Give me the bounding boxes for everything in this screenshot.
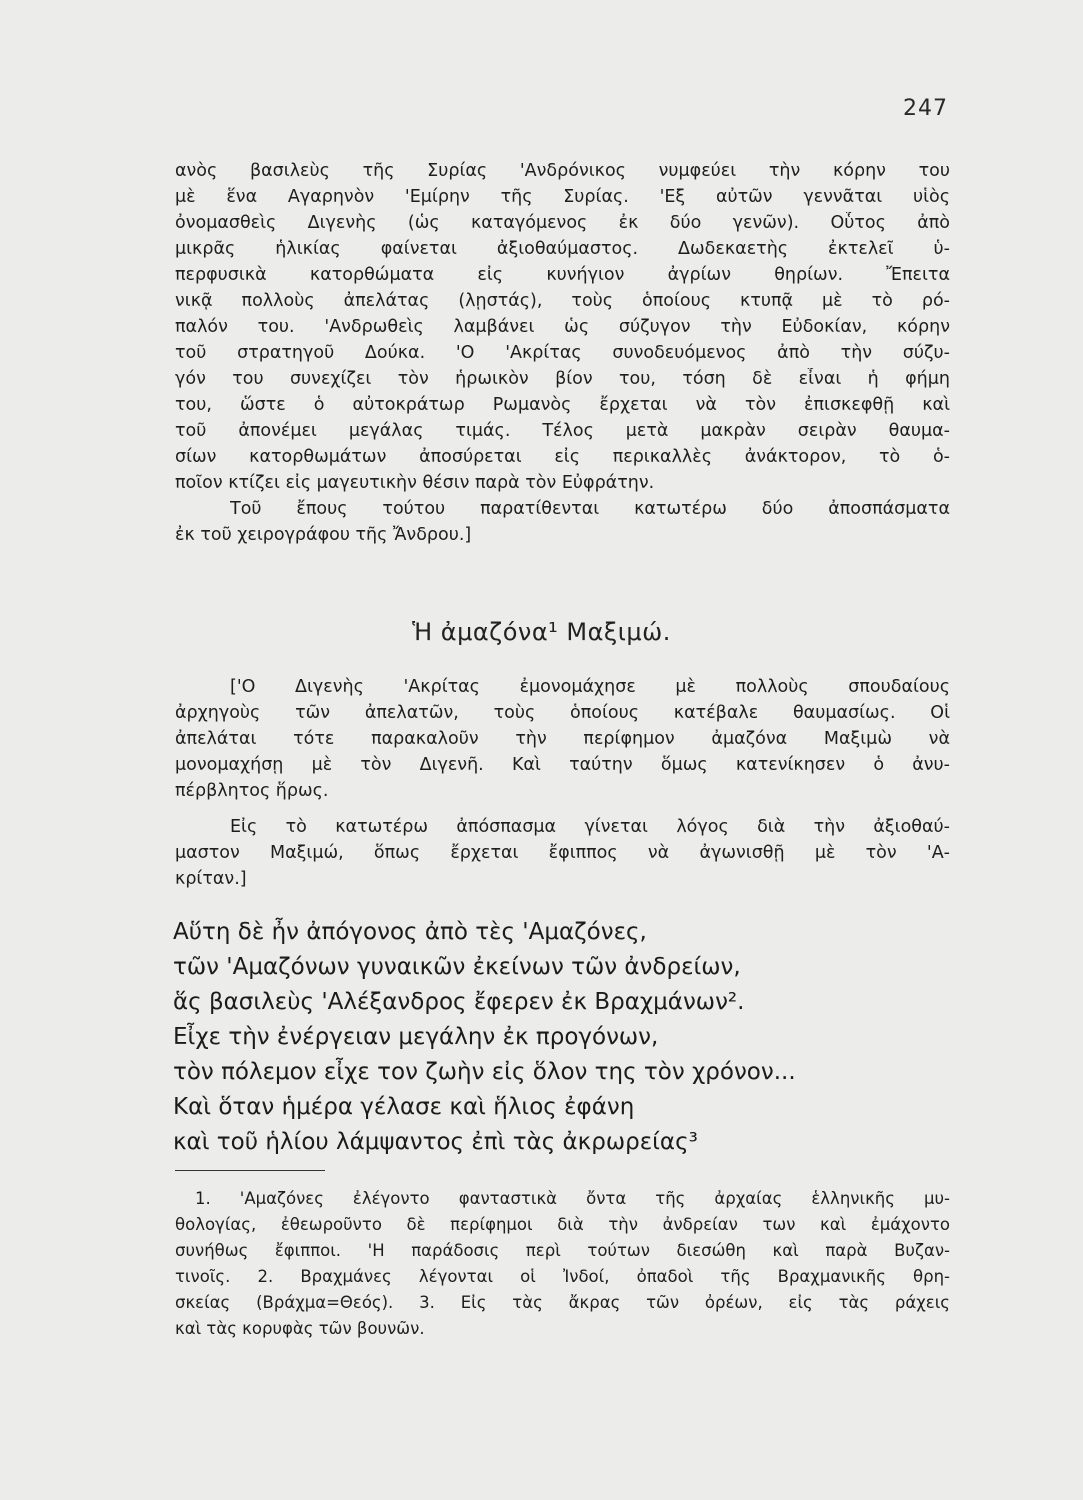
footnote-line: τινοῖς. 2. Βραχμάνες λέγονται οἱ Ἰνδοί, ὀπαδοὶ τῆς Βραχμανικῆς θρη- [175, 1267, 950, 1286]
text-line: ὀνομασθεὶς Διγενὴς (ὡς καταγόμενος ἐκ δύο γενῶν). Οὗτος ἀπὸ [175, 213, 950, 233]
poem-line: Εἶχε τὴν ἐνέργειαν μεγάλην ἐκ προγόνων, [173, 1024, 659, 1050]
text-line: νικᾷ πολλοὺς ἀπελάτας (λῃστάς), τοὺς ὁποίους κτυπᾷ μὲ τὸ ρό- [175, 291, 950, 311]
poem-line: ἅς βασιλεὺς 'Αλέξανδρος ἔφερεν ἐκ Βραχμάνων². [173, 989, 745, 1015]
text-line: τοῦ ἀπονέμει μεγάλας τιμάς. Τέλος μετὰ μακρὰν σειρὰν θαυμα- [175, 421, 950, 441]
poem-line: Αὕτη δὲ ἦν ἀπόγονος ἀπὸ τὲς 'Αμαζόνες, [173, 919, 647, 945]
footnote-line: συνήθως ἔφιπποι. 'Η παράδοσις περὶ τούτων διεσώθη καὶ παρὰ Βυζαν- [175, 1241, 950, 1260]
poem-line: Καὶ ὅταν ἡμέρα γέλασε καὶ ἥλιος ἐφάνη [173, 1094, 635, 1120]
text-line: ποῖον κτίζει εἰς μαγευτικὴν θέσιν παρὰ τὸν Εὐφράτην. [175, 473, 655, 493]
text-line: του, ὥστε ὁ αὐτοκράτωρ Ρωμανὸς ἔρχεται νὰ τὸν ἐπισκεφθῇ καὶ [175, 395, 950, 415]
text-line: πέρβλητος ἥρως. [175, 781, 329, 801]
text-line: μαστον Μαξιμώ, ὅπως ἔρχεται ἔφιππος νὰ ἀγωνισθῇ μὲ τὸν 'Α- [175, 843, 950, 863]
text-line: ανὸς βασιλεὺς τῆς Συρίας 'Ανδρόνικος νυμφεύει τὴν κόρην του [175, 161, 950, 181]
text-line: παλόν του. 'Ανδρωθεὶς λαμβάνει ὡς σύζυγον τὴν Εὐδοκίαν, κόρην [175, 317, 950, 337]
text-line: Τοῦ ἔπους τούτου παρατίθενται κατωτέρω δύο ἀποσπάσματα [230, 499, 950, 519]
section-title: Ἡ ἀμαζόνα¹ Μαξιμώ. [412, 618, 671, 646]
footnote-line: 1. 'Αμαζόνες ἐλέγοντο φανταστικὰ ὄντα τῆς ἀρχαίας ἑλληνικῆς μυ- [195, 1189, 950, 1208]
text-line: μικρᾶς ἡλικίας φαίνεται ἀξιοθαύμαστος. Δωδεκαετὴς ἐκτελεῖ ὑ- [175, 239, 950, 259]
poem-line: καὶ τοῦ ἡλίου λάμψαντος ἐπὶ τὰς ἀκρωρείας³ [173, 1129, 698, 1155]
poem-line: τῶν 'Αμαζόνων γυναικῶν ἐκείνων τῶν ἀνδρείων, [173, 954, 741, 980]
footnote-line: θολογίας, ἐθεωροῦντο δὲ περίφημοι διὰ τὴν ἀνδρείαν των καὶ ἐμάχοντο [175, 1215, 950, 1234]
text-line: κρίταν.] [175, 869, 247, 889]
text-line: μονομαχήσῃ μὲ τὸν Διγενῆ. Καὶ ταύτην ὅμως κατενίκησεν ὁ ἀνυ- [175, 755, 950, 775]
text-line: σίων κατορθωμάτων ἀποσύρεται εἰς περικαλλὲς ἀνάκτορον, τὸ ὁ- [175, 447, 950, 467]
text-line: ἐκ τοῦ χειρογράφου τῆς Ἄνδρου.] [175, 525, 472, 545]
footnote-divider [175, 1170, 325, 1171]
text-line: ἀρχηγοὺς τῶν ἀπελατῶν, τοὺς ὁποίους κατέβαλε θαυμασίως. Οἱ [175, 703, 950, 723]
page-number: 247 [903, 96, 948, 121]
text-line: μὲ ἕνα Αγαρηνὸν 'Εμίρην τῆς Συρίας. 'Εξ αὐτῶν γεννᾶται υἱὸς [175, 187, 950, 207]
text-line: Εἰς τὸ κατωτέρω ἀπόσπασμα γίνεται λόγος διὰ τὴν ἀξιοθαύ- [230, 817, 950, 837]
text-line: τοῦ στρατηγοῦ Δούκα. 'Ο 'Ακρίτας συνοδευόμενος ἀπὸ τὴν σύζυ- [175, 343, 950, 363]
text-line: ἀπελάται τότε παρακαλοῦν τὴν περίφημον ἀμαζόνα Μαξιμὼ νὰ [175, 729, 950, 749]
text-line: γόν του συνεχίζει τὸν ἡρωικὸν βίον του, τόση δὲ εἶναι ἡ φήμη [175, 369, 950, 389]
footnote-line: καὶ τὰς κορυφὰς τῶν βουνῶν. [175, 1319, 425, 1338]
text-line: περφυσικὰ κατορθώματα εἰς κυνήγιον ἀγρίων θηρίων. Ἔπειτα [175, 265, 950, 285]
text-line: ['Ο Διγενὴς 'Ακρίτας ἐμονομάχησε μὲ πολλοὺς σπουδαίους [230, 677, 950, 697]
poem-line: τὸν πόλεμον εἶχε τον ζωὴν εἰς ὅλον της τὸν χρόνον... [173, 1059, 796, 1085]
footnote-line: σκείας (Βράχμα=Θεός). 3. Εἰς τὰς ἄκρας τῶν ὀρέων, εἰς τὰς ράχεις [175, 1293, 950, 1312]
